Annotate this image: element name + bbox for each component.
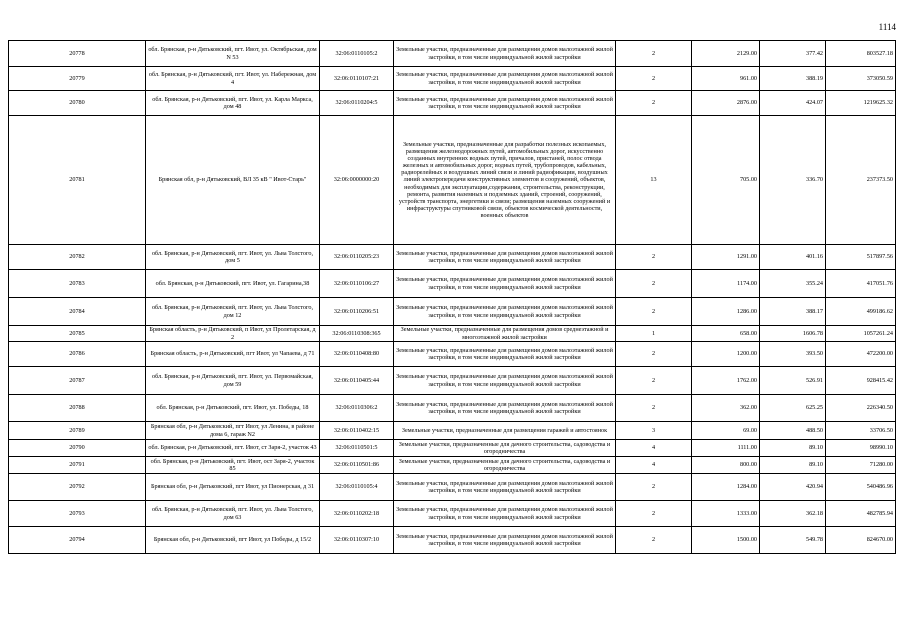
land-use-cell: Земельные участки, предназначенные для размещения домов малоэтажной жилой застройки, в том числе индивидуальной жилой застройки [394,91,616,116]
cadastral-number-cell: 32:06:0110306:2 [320,395,394,422]
category-cell: 4 [616,440,692,457]
address-cell: обл. Брянская, р-н Дятьковский, пгт. Ивот, ост Заря-2, участок 85 [146,457,320,474]
row-number: 20793 [9,501,146,527]
cadastral-number-cell: 32:06:0110408:80 [320,342,394,367]
category-cell: 2 [616,298,692,326]
row-number: 20785 [9,326,146,342]
cadastral-value-table [8,40,896,554]
specific-value-cell: 388.19 [760,67,826,91]
area-cell: 1291.00 [692,245,760,270]
row-number: 20778 [9,41,146,67]
land-use-cell: Земельные участки, предназначенные для размещения гаражей и автостоянок [394,422,616,440]
table-row [9,367,896,395]
land-use-cell: Земельные участки, предназначенные для размещения домов малоэтажной жилой застройки, в том числе индивидуальной жилой застройки [394,474,616,501]
address-cell: обл. Брянская, р-н Дятьковский, пгт. Ивот, ул. Льва Толстого, дом 12 [146,298,320,326]
cadastral-value-cell: 499186.62 [826,298,896,326]
area-cell: 1111.00 [692,440,760,457]
category-cell: 2 [616,367,692,395]
table-row [9,395,896,422]
table-row [9,326,896,342]
address-cell: обл. Брянская, р-н Дятьковский, пгт. Ивот, ст Заря-2, участок 43 [146,440,320,457]
land-use-cell: Земельные участки, предназначенные для разработки полезных ископаемых, размещения железнодорожных путей, автомобильных дорог, искусственно созданных внутренних водных путей, причалов, пристаней, полос отвода железных и автомобильных дорог, водных путей, трубопроводов, кабельных, радиорелейных и воздушных линий связи и линий радиофикации, воздушных линий электропередачи конструктивных элементов и сооружений, объектов, необходимых для эксплуатации,содержания, строительства, реконструкции, ремонта, развития наземных и подземных зданий, строений, сооружений, устройств транспорта, энергетики и связи; размещения наземных сооружений и инфраструктуры спутниковой связи, объектов космической деятельности, военных объектов [394,116,616,245]
land-use-cell: Земельные участки, предназначенные для размещения домов малоэтажной жилой застройки, в том числе индивидуальной жилой застройки [394,501,616,527]
specific-value-cell: 1606.78 [760,326,826,342]
table-row [9,422,896,440]
specific-value-cell: 89.10 [760,457,826,474]
cadastral-value-cell: 517897.56 [826,245,896,270]
land-use-cell: Земельные участки, предназначенные для размещения домов малоэтажной жилой застройки, в том числе индивидуальной жилой застройки [394,41,616,67]
row-number: 20781 [9,116,146,245]
page-number: 1114 [878,22,896,32]
land-use-cell: Земельные участки, предназначенные для размещения домов малоэтажной жилой застройки, в том числе индивидуальной жилой застройки [394,367,616,395]
cadastral-value-cell: 540486.96 [826,474,896,501]
table-row [9,91,896,116]
cadastral-value-cell: 226340.50 [826,395,896,422]
specific-value-cell: 549.78 [760,527,826,554]
table-row [9,41,896,67]
land-use-cell: Земельные участки, предназначенные для размещения домов малоэтажной жилой застройки, в том числе индивидуальной жилой застройки [394,342,616,367]
cadastral-value-cell: 417051.76 [826,270,896,298]
area-cell: 800.00 [692,457,760,474]
address-cell: Брянская обл, р-н Дятьковский, ВЛ 35 кВ " Ивот-Старь" [146,116,320,245]
land-use-cell: Земельные участки, предназначенные для размещения домов среднеэтажной и многоэтажной жилой застройки [394,326,616,342]
land-use-cell: Земельные участки, предназначенные для дачного строительства, садоводства и огородничества [394,440,616,457]
cadastral-number-cell: 32:06:0110202:18 [320,501,394,527]
row-number: 20783 [9,270,146,298]
address-cell: Брянская обл, р-н Дятьковский, пгт Ивот, ул Пионерская, д 31 [146,474,320,501]
area-cell: 69.00 [692,422,760,440]
cadastral-value-cell: 824670.00 [826,527,896,554]
category-cell: 2 [616,245,692,270]
cadastral-value-cell: 71280.00 [826,457,896,474]
category-cell: 2 [616,474,692,501]
cadastral-value-cell: 1219625.32 [826,91,896,116]
row-number: 20789 [9,422,146,440]
table-row [9,298,896,326]
category-cell: 2 [616,527,692,554]
category-cell: 2 [616,270,692,298]
cadastral-value-cell: 803527.18 [826,41,896,67]
table-row [9,342,896,367]
cadastral-number-cell: 32:06:0110308:365 [320,326,394,342]
area-cell: 2876.00 [692,91,760,116]
area-cell: 1286.00 [692,298,760,326]
specific-value-cell: 362.18 [760,501,826,527]
specific-value-cell: 420.94 [760,474,826,501]
row-number: 20782 [9,245,146,270]
area-cell: 1200.00 [692,342,760,367]
table-row [9,440,896,457]
address-cell: обл. Брянская, р-н Дятьковский, пгт. Ивот, ул. Льва Толстого, дом 63 [146,501,320,527]
area-cell: 1333.00 [692,501,760,527]
address-cell: Брянская область, р-н Дятьковский, п Ивот, ул Пролетарская, д 2 [146,326,320,342]
area-cell: 1762.00 [692,367,760,395]
row-number: 20780 [9,91,146,116]
category-cell: 2 [616,41,692,67]
cadastral-value-cell: 237373.50 [826,116,896,245]
land-use-cell: Земельные участки, предназначенные для размещения домов малоэтажной жилой застройки, в том числе индивидуальной жилой застройки [394,270,616,298]
area-cell: 961.00 [692,67,760,91]
cadastral-number-cell: 32:06:0110501:5 [320,440,394,457]
address-cell: Брянская область, р-н Дятьковский, пгт Ивот, ул Чапаева, д 71 [146,342,320,367]
cadastral-number-cell: 32:06:0110205:23 [320,245,394,270]
area-cell: 1500.00 [692,527,760,554]
table-row [9,457,896,474]
cadastral-number-cell: 32:06:0110106:27 [320,270,394,298]
table-row [9,116,896,245]
category-cell: 13 [616,116,692,245]
specific-value-cell: 89.10 [760,440,826,457]
table-row [9,474,896,501]
category-cell: 2 [616,91,692,116]
land-use-cell: Земельные участки, предназначенные для размещения домов малоэтажной жилой застройки, в том числе индивидуальной жилой застройки [394,67,616,91]
cadastral-number-cell: 32:06:0110206:51 [320,298,394,326]
category-cell: 2 [616,395,692,422]
category-cell: 1 [616,326,692,342]
cadastral-number-cell: 32:06:0110405:44 [320,367,394,395]
row-number: 20791 [9,457,146,474]
category-cell: 3 [616,422,692,440]
cadastral-number-cell: 32:06:0110402:15 [320,422,394,440]
land-use-cell: Земельные участки, предназначенные для размещения домов малоэтажной жилой застройки, в том числе индивидуальной жилой застройки [394,395,616,422]
cadastral-value-cell: 98990.10 [826,440,896,457]
category-cell: 2 [616,342,692,367]
specific-value-cell: 488.50 [760,422,826,440]
area-cell: 658.00 [692,326,760,342]
address-cell: обл. Брянская, р-н Дятьковский, пгт. Ивот, ул. Первомайская, дом 59 [146,367,320,395]
address-cell: обл. Брянская, р-н Дятьковский, пгт. Ивот, ул. Льва Толстого, дом 5 [146,245,320,270]
category-cell: 2 [616,501,692,527]
cadastral-number-cell: 32:06:0110105:2 [320,41,394,67]
cadastral-number-cell: 32:06:0110307:10 [320,527,394,554]
cadastral-value-cell: 472200.00 [826,342,896,367]
category-cell: 2 [616,67,692,91]
area-cell: 2129.00 [692,41,760,67]
cadastral-number-cell: 32:06:0110204:5 [320,91,394,116]
cadastral-value-cell: 1057261.24 [826,326,896,342]
cadastral-number-cell: 32:06:0110501:86 [320,457,394,474]
row-number: 20784 [9,298,146,326]
cadastral-number-cell: 32:06:0110107:21 [320,67,394,91]
land-use-cell: Земельные участки, предназначенные для размещения домов малоэтажной жилой застройки, в том числе индивидуальной жилой застройки [394,298,616,326]
specific-value-cell: 526.91 [760,367,826,395]
row-number: 20792 [9,474,146,501]
address-cell: обл. Брянская, р-н Дятьковский, пгт. Ивот, ул. Набережная, дом 4 [146,67,320,91]
area-cell: 362.00 [692,395,760,422]
row-number: 20779 [9,67,146,91]
address-cell: обл. Брянская, р-н Дятьковский, пгт. Ивот, ул. Гагарина,38 [146,270,320,298]
specific-value-cell: 393.50 [760,342,826,367]
specific-value-cell: 401.16 [760,245,826,270]
land-use-cell: Земельные участки, предназначенные для размещения домов малоэтажной жилой застройки, в том числе индивидуальной жилой застройки [394,527,616,554]
cadastral-value-cell: 928415.42 [826,367,896,395]
specific-value-cell: 336.70 [760,116,826,245]
area-cell: 705.00 [692,116,760,245]
category-cell: 4 [616,457,692,474]
cadastral-number-cell: 32:06:0110105:4 [320,474,394,501]
address-cell: обл. Брянская, р-н Дятьковский, пгт. Ивот, ул. Победы, 18 [146,395,320,422]
row-number: 20788 [9,395,146,422]
address-cell: Брянская обл, р-н Дятьковский, пгт Ивот, ул Ленина, в районе дома 6, гараж N2 [146,422,320,440]
address-cell: Брянская обл, р-н Дятьковский, пгт Ивот, ул Победы, д 15/2 [146,527,320,554]
row-number: 20787 [9,367,146,395]
address-cell: обл. Брянская, р-н Дятьковский, пгт. Ивот, ул. Октябрьская, дом N 53 [146,41,320,67]
specific-value-cell: 625.25 [760,395,826,422]
row-number: 20794 [9,527,146,554]
land-use-cell: Земельные участки, предназначенные для размещения домов малоэтажной жилой застройки, в том числе индивидуальной жилой застройки [394,245,616,270]
cadastral-number-cell: 32:06:0000000:20 [320,116,394,245]
specific-value-cell: 355.24 [760,270,826,298]
table-row [9,501,896,527]
specific-value-cell: 388.17 [760,298,826,326]
table-row [9,527,896,554]
table-row [9,67,896,91]
table-row [9,270,896,298]
cadastral-value-cell: 373050.59 [826,67,896,91]
row-number: 20790 [9,440,146,457]
row-number: 20786 [9,342,146,367]
specific-value-cell: 424.07 [760,91,826,116]
specific-value-cell: 377.42 [760,41,826,67]
area-cell: 1284.00 [692,474,760,501]
table-row [9,245,896,270]
cadastral-value-cell: 482785.94 [826,501,896,527]
land-use-cell: Земельные участки, предназначенные для дачного строительства, садоводства и огородничества [394,457,616,474]
area-cell: 1174.00 [692,270,760,298]
cadastral-value-cell: 33706.50 [826,422,896,440]
address-cell: обл. Брянская, р-н Дятьковский, пгт. Ивот, ул. Карла Маркса, дом 48 [146,91,320,116]
